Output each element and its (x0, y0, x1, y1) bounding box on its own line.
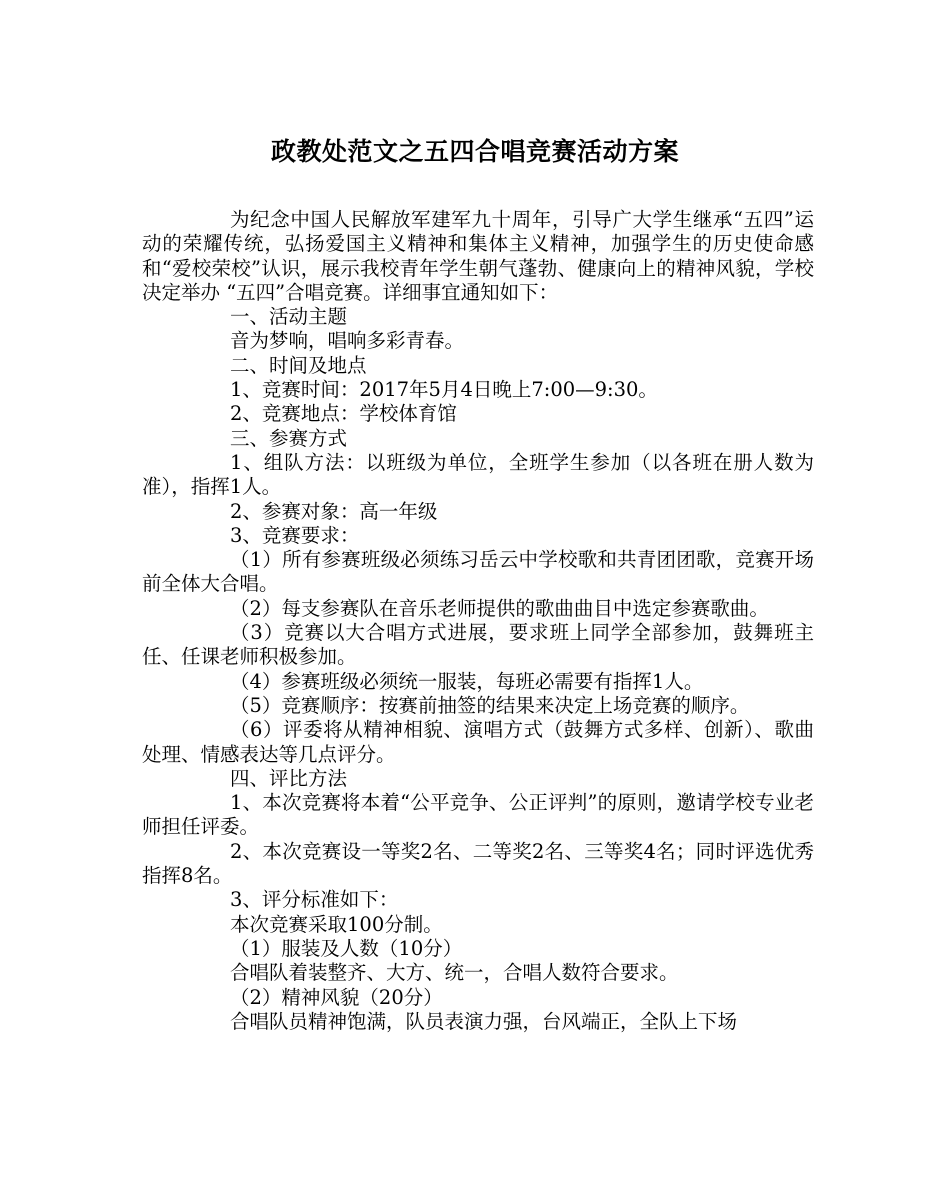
paragraph-time: 1、竞赛时间：2017年5月4日晚上7:00—9:30。 (230, 378, 658, 402)
paragraph-evaluation-principle: 1、本次竞赛将本着“公平竞争、公正评判”的原则，邀请学校专业老师担任评委。 (142, 791, 814, 839)
requirement-item: （1）所有参赛班级必须练习岳云中学校歌和共青团团歌，竞赛开场前全体大合唱。 (142, 548, 814, 596)
paragraph-scoring-heading: 3、评分标准如下： (230, 888, 399, 912)
paragraph-place: 2、竞赛地点：学校体育馆 (230, 402, 457, 426)
scoring-item-detail: 合唱队着装整齐、大方、统一，合唱人数符合要求。 (230, 961, 679, 985)
paragraph-requirements-heading: 3、竞赛要求： (230, 523, 360, 547)
requirement-item: （5）竞赛顺序：按赛前抽签的结果来决定上场竞赛的顺序。 (230, 693, 750, 717)
section-heading-time-place: 二、时间及地点 (230, 353, 367, 377)
scoring-item-detail: 合唱队员精神饱满，队员表演力强，台风端正，全队上下场 (230, 1009, 738, 1033)
requirement-item: （4）参赛班级必须统一服装，每班必需要有指挥1人。 (230, 669, 704, 693)
document-title: 政教处范文之五四合唱竞赛活动方案 (270, 137, 679, 166)
paragraph-scoring-system: 本次竞赛采取100分制。 (230, 912, 443, 936)
scoring-item-heading: （1）服装及人数（10分） (230, 936, 463, 960)
requirement-item: （3）竞赛以大合唱方式进展，要求班上同学全部参加，鼓舞班主任、任课老师积极参加。 (142, 621, 814, 669)
paragraph-theme: 音为梦响，唱响多彩青春。 (230, 329, 465, 353)
document-body (142, 208, 814, 1034)
requirement-item: （2）每支参赛队在音乐老师提供的歌曲曲目中选定参赛歌曲。 (230, 596, 769, 620)
intro-paragraph: 为纪念中国人民解放军建军九十周年，引导广大学生继承“五四”运动的荣耀传统，弘扬爱国主义精神和集体主义精神，加强学生的历史使命感和“爱校荣校”认识，展示我校青年学生朝气蓬勃、健康向上的精神风貌，学校决定举办 “五四”合唱竞赛。详细事宜通知如下： (142, 208, 814, 304)
section-heading-evaluation: 四、评比方法 (230, 766, 348, 790)
requirement-item: （6）评委将从精神相貌、演唱方式（鼓舞方式多样、创新）、歌曲处理、情感表达等几点评分。 (142, 718, 814, 766)
paragraph-team-method: 1、组队方法：以班级为单位，全班学生参加（以各班在册人数为准），指挥1人。 (142, 450, 814, 499)
section-heading-participation: 三、参赛方式 (230, 426, 348, 450)
paragraph-participants: 2、参赛对象：高一年级 (230, 499, 438, 523)
scoring-item-heading: （2）精神风貌（20分） (230, 985, 443, 1009)
section-heading-theme: 一、活动主题 (230, 305, 348, 329)
paragraph-awards: 2、本次竞赛设一等奖2名、二等奖2名、三等奖4名；同时评选优秀指挥8名。 (142, 839, 814, 888)
